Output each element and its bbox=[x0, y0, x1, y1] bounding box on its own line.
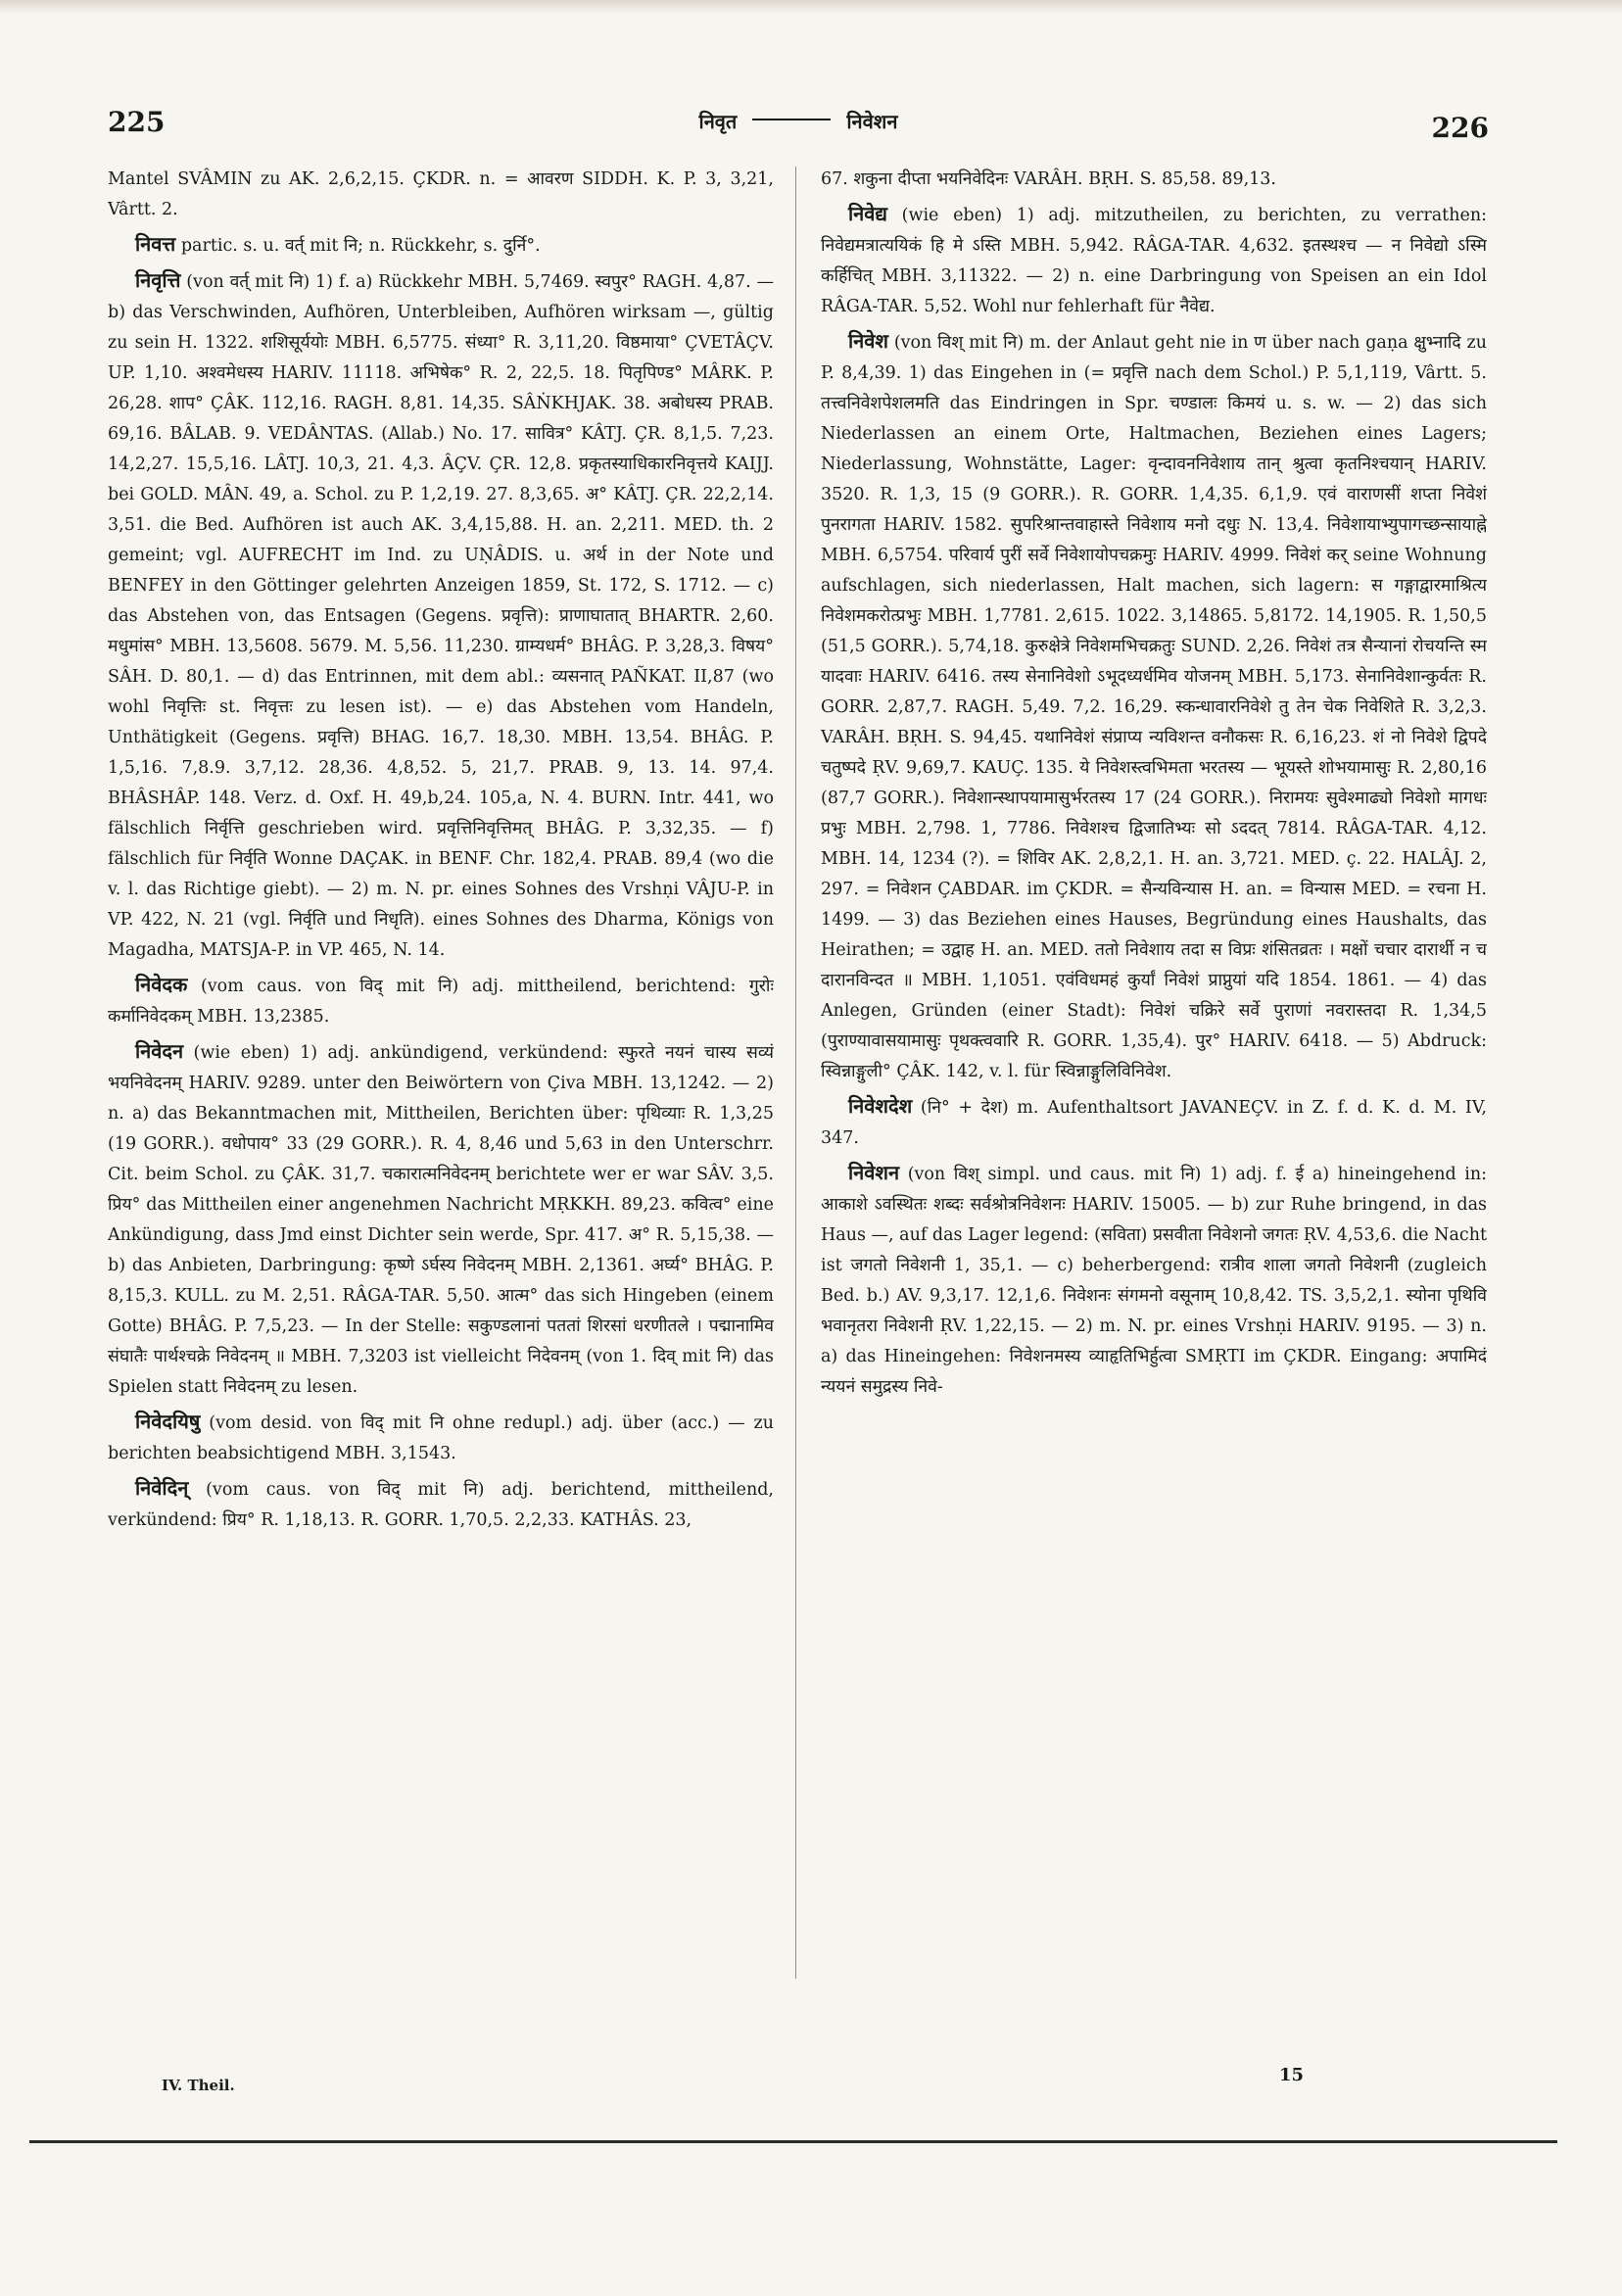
right-column bbox=[821, 165, 1487, 2143]
page-number-right: 226 bbox=[1431, 112, 1489, 144]
entry-headword: निवेशन bbox=[848, 1161, 900, 1184]
entry-text: 67. शकुना दीप्ता भयनिवेदिनः VARÂH. BṚH. S. 85,58. 89,13. bbox=[821, 169, 1276, 189]
entry-headword: निवेद्य bbox=[848, 202, 887, 225]
headword-right: निवेशन bbox=[846, 110, 898, 133]
entry bbox=[108, 1473, 774, 1536]
entry-text: Mantel SVÂMIN zu AK. 2,6,2,15. ÇKDR. n. = आवरण SIDDH. K. P. 3, 3,21, Vârtt. 2. bbox=[108, 169, 774, 219]
entry bbox=[108, 165, 774, 225]
entry-text: (vom caus. von विद् mit नि) adj. mittheilend, berichtend: गुरोः कर्मानिवेदकम् MBH. 13,2385. bbox=[108, 977, 774, 1027]
entry-text: (von विश् simpl. und caus. mit नि) 1) adj. f. ई a) hineingehend in: आकाशे ऽवस्थितः शब्दः सर्वश्रोत्रनिवेशनः HARIV. 15005. — b) zur Ruhe bringend, in das Haus —, auf das Lager legend: (सविता) प्रसवीता निवेशनो जगतः ṚV. 4,53,6. die Nacht ist जगतो निवेशनी 1, 35,1. — c) beherbergend: रात्रीव शाला जगतो निवेशनी (zugleich Bed. b.) AV. 9,3,17. 12,1,6. निवेशनः संगमनो वसूनाम् 10,8,42. TS. 3,5,2,1. स्योना पृथिवि भवानृतरा निवेशनी ṚV. 1,22,15. — 2) m. N. pr. eines Vrshṇi HARIV. 9195. — 3) n. a) das Hineingehen: निवेशनमस्य व्याहृतिभिर्हुत्वा SMṚTI im ÇKDR. Eingang: अपामिदं न्ययनं समुद्रस्य निवे- bbox=[821, 1165, 1487, 1397]
entry-text: (vom desid. von विद् mit नि ohne redupl.) adj. über (acc.) — zu berichten beabsichtigend MBH. 3,1543. bbox=[108, 1413, 774, 1463]
headword-dash bbox=[752, 119, 831, 120]
entry bbox=[821, 1158, 1487, 1403]
entry-text: (von विश् mit नि) m. der Anlaut geht nie in ण über nach gaṇa क्षुभ्नादि zu P. 8,4,39. 1) das Eingehen in (= प्रवृत्ति nach dem Schol.) P. 5,1,119, Vârtt. 5. तत्त्वनिवेशपेशलमति das Eindringen in Spr. चण्डालः किमयं u. s. w. — 2) das sich Niederlassen an einem Orte, Haltmachen, Beziehen eines Lagers; Niederlassung, Wohnstätte, Lager: वृन्दावननिवेशाय तान् श्रुत्वा कृतनिश्चयान् HARIV. 3520. R. 1,3, 15 (9 GORR.). R. GORR. 1,4,35. 6,1,9. एवं वाराणसीं शप्ता निवेशं पुनरागता HARIV. 1582. सुपरिश्रान्तवाहास्ते निवेशाय मनो दधुः N. 13,4. निवेशायाभ्युपागच्छन्सायाह्ने MBH. 6,5754. परिवार्य पुरीं सर्वे निवेशायोपचक्रमुः HARIV. 4999. निवेशं कर् seine Wohnung aufschlagen, sich niederlassen, Halt machen, sich lagern: स गङ्गाद्वारमाश्रित्य निवेशमकरोत्प्रभुः MBH. 1,7781. 2,615. 1022. 3,14865. 5,8172. 14,1905. R. 1,50,5 (51,5 GORR.). 5,74,18. कुरुक्षेत्रे निवेशमभिचक्रतुः SUND. 2,26. निवेशं तत्र सैन्यानां रोचयन्ति स्म यादवाः HARIV. 6416. तस्य सेनानिवेशो ऽभूदध्यर्धमिव योजनम् MBH. 5,173. सेनानिवेशान्कुर्वतः R. GORR. 2,87,7. RAGH. 5,49. 7,2. 16,29. स्कन्धावारनिवेशे तु तेन चेक निवेशिते R. 3,2,3. VARÂH. BṚH. S. 94,45. यथानिवेशं संप्राप्य न्यविशन्त वनौकसः R. 6,16,23. शं नो निवेशे द्विपदे चतुष्पदे ṚV. 9,69,7. KAUÇ. 135. ये निवेशस्त्वभिमता भरतस्य — भूयस्ते शोभयामासुः R. 2,80,16 (87,7 GORR.). निवेशान्स्थापयामासुर्भरतस्य 17 (24 GORR.). निरामयः सुवेश्माढ्यो निवेशो मागधः प्रभुः MBH. 2,798. 1, 7786. निवेशश्च द्विजातिभ्यः सो ऽददत् 7814. RÂGA-TAR. 4,12. MBH. 14, 1234 (?). = शिविर AK. 2,8,2,1. H. an. 3,721. MED. ç. 22. HALÂJ. 2, 297. = निवेशन ÇABDAR. im ÇKDR. = सैन्यविन्यास H. an. = विन्यास MED. = रचना H. 1499. — 3) das Beziehen eines Hauses, Begründung eines Haushalts, das Heirathen; = उद्वाह H. an. MED. ततो निवेशाय तदा स विप्रः शंसितव्रतः । मक्षों चचार दारार्थी न च दारानविन्दत ॥ MBH. 1,1051. एवंविधमहं कुर्यां निवेशं प्राप्नुयां यदि 1854. 1861. — 4) das Anlegen, Gründen (einer Stadt): निवेशं चक्रिरे सर्वे पुराणां नवरास्तदा R. 1,34,5 (पुराण्यावासयामासुः पृथक्त्ववारि R. GORR. 1,35,4). पुर° HARIV. 6418. — 5) Abdruck: स्विन्नाङ्गुली° ÇÂK. 142, v. l. für स्विन्नाङ्गुलिविनिवेश. bbox=[821, 333, 1487, 1081]
entry bbox=[108, 1036, 774, 1403]
entry-headword: निवेदयिषु bbox=[135, 1410, 201, 1433]
top-edge bbox=[0, 0, 1622, 14]
headword-left: निवृत bbox=[698, 110, 738, 133]
volume-label: IV. Theil. bbox=[162, 2077, 235, 2094]
entry-text: (नि° + देश) m. Aufenthaltsort JAVANEÇV. in Z. f. d. K. d. M. IV, 347. bbox=[821, 1098, 1487, 1148]
sheet-number: 15 bbox=[1279, 2065, 1305, 2085]
entry bbox=[821, 1091, 1487, 1154]
entry-headword: निवेदक bbox=[135, 973, 188, 996]
entry-headword: निवृत्ति bbox=[135, 268, 181, 292]
entry bbox=[821, 165, 1487, 195]
entry-headword: निवत्त bbox=[135, 232, 176, 256]
entry bbox=[108, 265, 774, 966]
entry-text: (vom caus. von विद् mit नि) adj. berichtend, mittheilend, verkündend: प्रिय° R. 1,18,13. R. GORR. 1,70,5. 2,2,33. KATHÂS. 23, bbox=[108, 1480, 774, 1530]
page-number-left: 225 bbox=[108, 106, 166, 138]
entry bbox=[108, 970, 774, 1032]
entry-headword: निवेदन bbox=[135, 1039, 184, 1063]
running-headwords bbox=[108, 98, 1489, 137]
entry bbox=[821, 326, 1487, 1087]
entry-headword: निवेशदेश bbox=[848, 1094, 913, 1118]
entry bbox=[108, 1407, 774, 1469]
entry-text: (von वर्त् mit नि) 1) f. a) Rückkehr MBH. 5,7469. स्वपुर° RAGH. 4,87. — b) das Verschwinden, Aufhören, Unterbleiben, Aufhören wirksam —, gültig zu sein H. 1322. शशिसूर्ययोः MBH. 6,5775. संध्या° R. 3,11,20. विष्ठमाया° ÇVETÂÇV. UP. 1,10. अश्वमेधस्य HARIV. 11118. अभिषेक° R. 2, 22,5. 18. पितृपिण्ड° MÂRK. P. 26,28. शाप° ÇÂK. 112,16. RAGH. 8,81. 14,35. SÂṄKHJAK. 38. अबोधस्य PRAB. 69,16. BÂLAB. 9. VEDÂNTAS. (Allab.) No. 17. सावित्र° KÂTJ. ÇR. 8,1,5. 7,23. 14,2,27. 15,5,16. LÂTJ. 10,3, 21. 4,3. ÂÇV. ÇR. 12,8. प्रकृतस्याधिकारनिवृत्तये KAIJJ. bei GOLD. MÂN. 49, a. Schol. zu P. 1,2,19. 27. 8,3,65. अ° KÂTJ. ÇR. 22,2,14. 3,51. die Bed. Aufhören ist auch AK. 3,4,15,88. H. an. 2,211. MED. th. 2 gemeint; vgl. AUFRECHT im Ind. zu UṆÂDIS. u. अर्थ in der Note und BENFEY in den Göttinger gelehrten Anzeigen 1859, St. 172, S. 1712. — c) das Abstehen von, das Entsagen (Gegens. प्रवृत्ति): प्राणाघातात् BHARTR. 2,60. मधुमांस° MBH. 13,5608. 5679. M. 5,56. 11,230. ग्राम्यधर्म° BHÂG. P. 3,28,3. विषय° SÂH. D. 80,1. — d) das Entrinnen, mit dem abl.: व्यसनात् PAÑKAT. II,87 (wo wohl निवृत्तिः st. निवृत्तः zu lesen ist). — e) das Abstehen vom Handeln, Unthätigkeit (Gegens. प्रवृत्ति) BHAG. 16,7. 18,30. MBH. 13,54. BHÂG. P. 1,5,16. 7,8.9. 3,7,12. 28,36. 4,8,52. 5, 21,7. PRAB. 9, 13. 14. 97,4. BHÂSHÂP. 148. Verz. d. Oxf. H. 49,b,24. 105,a, N. 4. BURN. Intr. 441, wo fälschlich निर्वृत्ति geschrieben wird. प्रवृत्तिनिवृत्तिमत् BHÂG. P. 3,32,35. — f) fälschlich für निर्वृति Wonne DAÇAK. in BENF. Chr. 182,4. PRAB. 89,4 (wo die v. l. das Richtige giebt). — 2) m. N. pr. eines Sohnes des Vrshṇi VÂJU-P. in VP. 422, N. 21 (vgl. निर्वृति und निधृति). eines Sohnes des Dharma, Königs von Magadha, MATSJA-P. in VP. 465, N. 14. bbox=[108, 272, 774, 960]
entry-text: (wie eben) 1) adj. ankündigend, verkündend: स्फुरते नयनं चास्य सव्यं भयनिवेदनम् HARIV. 9289. unter den Beiwörtern von Çiva MBH. 13,1242. — 2) n. a) das Bekanntmachen mit, Mittheilen, Berichten über: पृथिव्याः R. 1,3,25 (19 GORR.). वधोपाय° 33 (29 GORR.). R. 4, 8,46 und 5,63 in den Unterschrr. Cit. beim Schol. zu ÇÂK. 31,7. चकारात्मनिवेदनम् berichtete wer er war SÂV. 3,5. प्रिय° das Mittheilen einer angenehmen Nachricht MṚKKH. 89,23. कवित्व° eine Ankündigung, dass Jmd einst Dichter sein werde, Spr. 417. अ° R. 5,15,38. — b) das Anbieten, Darbringung: कृष्णे ऽर्घस्य निवेदनम् MBH. 2,1361. अर्घ्य° BHÂG. P. 8,15,3. KULL. zu M. 2,51. RÂGA-TAR. 5,50. आत्म° das sich Hingeben (einem Gotte) BHÂG. P. 7,5,23. — In der Stelle: सकुण्डलानां पततां शिरसां धरणीतले । पद्मानामिव संघातैः पार्थश्चक्रे निवेदनम् ॥ MBH. 7,3203 ist vielleicht निदेवनम् (von 1. दिव् mit नि) das Spielen statt निवेदनम् zu lesen. bbox=[108, 1043, 774, 1397]
entry-text: partic. s. u. वर्त् mit नि; n. Rückkehr, s. दुर्नि°. bbox=[180, 236, 541, 256]
entry-text: (wie eben) 1) adj. mitzutheilen, zu berichten, zu verrathen: निवेद्यमत्रात्ययिकं हि मे ऽस्ति MBH. 5,942. RÂGA-TAR. 4,632. इतस्थश्च — न निवेद्यो ऽस्मि कर्हिचित् MBH. 3,11322. — 2) n. eine Darbringung von Speisen an ein Idol RÂGA-TAR. 5,52. Wohl nur fehlerhaft für नैवेद्य. bbox=[821, 206, 1487, 316]
entry-headword: निवेश bbox=[848, 329, 888, 353]
column-divider bbox=[795, 167, 796, 1979]
entry-headword: निवेदिन् bbox=[135, 1476, 189, 1500]
entry bbox=[821, 199, 1487, 322]
bottom-rule bbox=[29, 2140, 1557, 2143]
left-column bbox=[108, 165, 774, 2143]
entry bbox=[108, 229, 774, 262]
page-header bbox=[108, 98, 1489, 157]
